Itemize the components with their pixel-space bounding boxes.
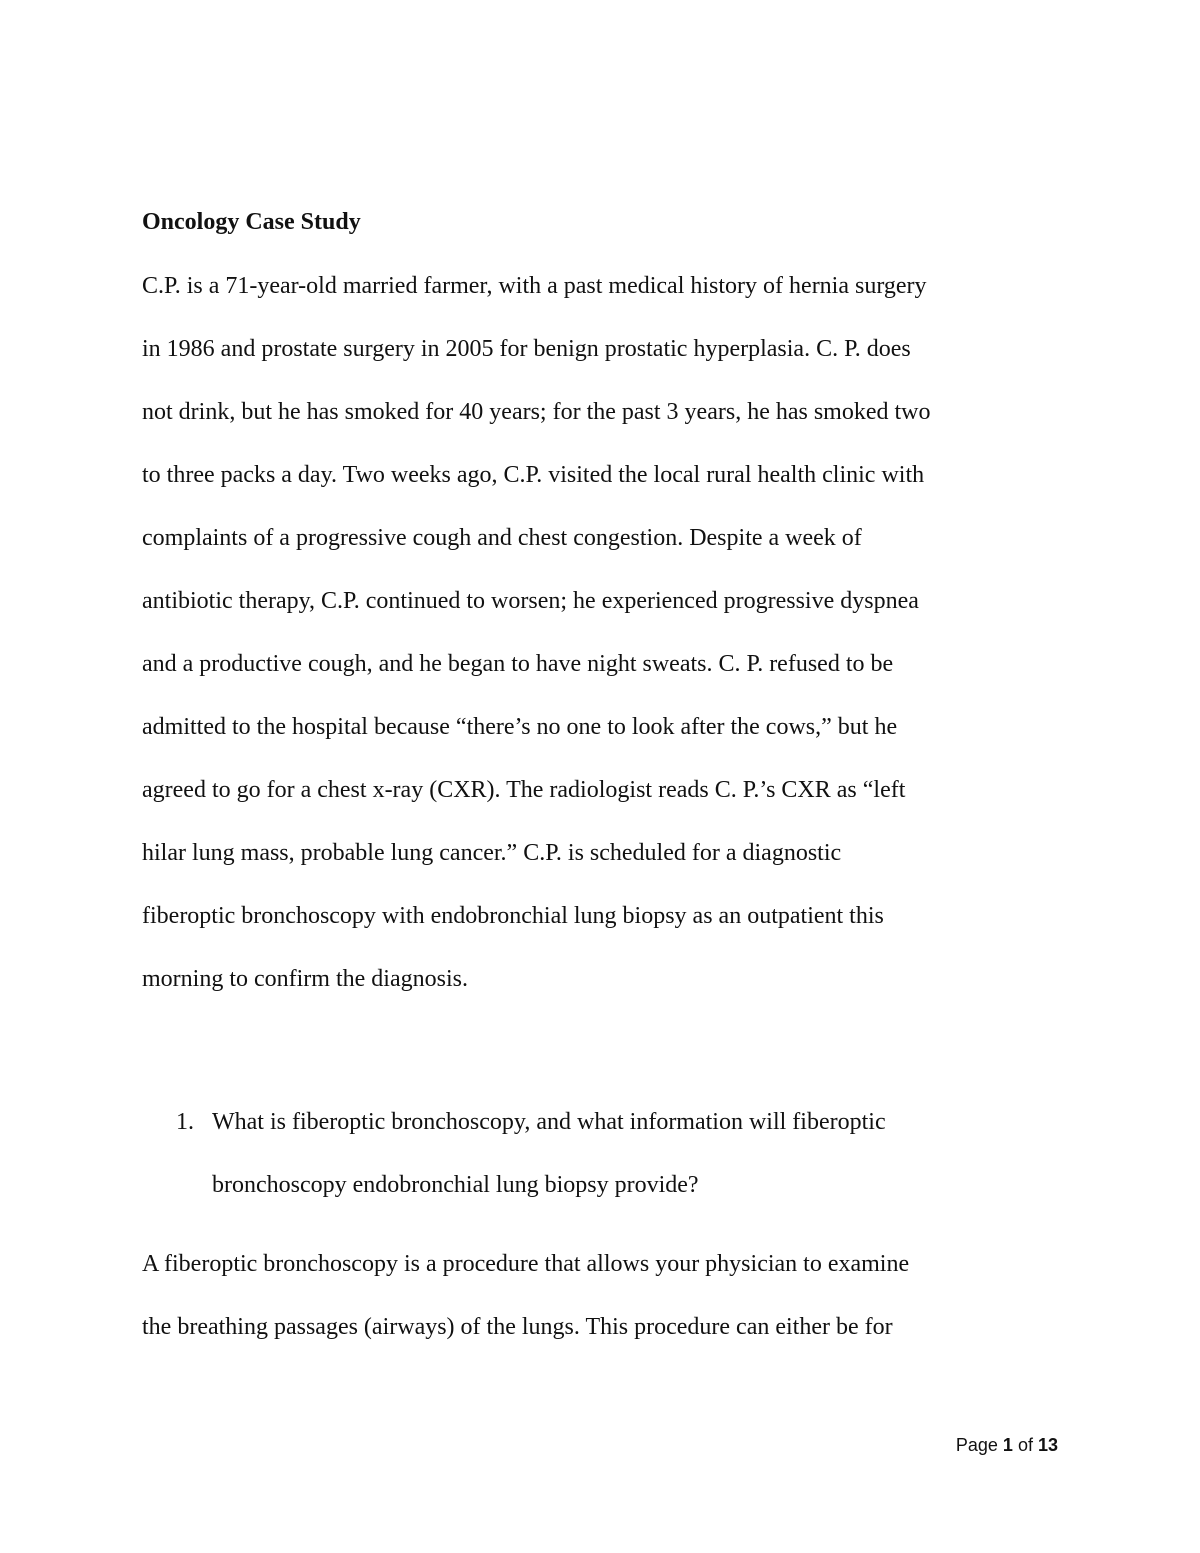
answer-line-2: the breathing passages (airways) of the lungs. This procedure can either be for xyxy=(142,1314,893,1340)
question-line-2: bronchoscopy endobronchial lung biopsy provide? xyxy=(212,1172,699,1198)
case-line-7: and a productive cough, and he began to have night sweats. C. P. refused to be xyxy=(142,651,894,677)
case-line-6: antibiotic therapy, C.P. continued to worsen; he experienced progressive dyspnea xyxy=(142,588,919,614)
case-line-10: hilar lung mass, probable lung cancer.” C.P. is scheduled for a diagnostic xyxy=(142,840,842,866)
case-line-1: C.P. is a 71-year-old married farmer, with a past medical history of hernia surgery xyxy=(142,273,927,299)
case-line-9: agreed to go for a chest x-ray (CXR). The radiologist reads C. P.’s CXR as “left xyxy=(142,777,906,803)
footer-page-number: 1 xyxy=(1002,1435,1013,1455)
question-line-1: What is fiberoptic bronchoscopy, and what information will fiberoptic xyxy=(212,1109,886,1135)
case-line-5: complaints of a progressive cough and chest congestion. Despite a week of xyxy=(142,525,862,551)
page-number-footer xyxy=(956,1433,1058,1457)
footer-page-word: Page xyxy=(955,1435,998,1455)
case-line-8: admitted to the hospital because “there’s no one to look after the cows,” but he xyxy=(142,714,898,740)
case-line-4: to three packs a day. Two weeks ago, C.P. visited the local rural health clinic with xyxy=(142,462,925,488)
case-line-2: in 1986 and prostate surgery in 2005 for benign prostatic hyperplasia. C. P. does xyxy=(142,336,911,362)
case-line-12: morning to confirm the diagnosis. xyxy=(142,966,468,992)
footer-total-pages: 13 xyxy=(1037,1435,1058,1455)
footer-of-word: of xyxy=(1017,1435,1033,1455)
case-line-11: fiberoptic bronchoscopy with endobronchial lung biopsy as an outpatient this xyxy=(142,903,884,929)
answer-line-1: A fiberoptic bronchoscopy is a procedure that allows your physician to examine xyxy=(142,1251,910,1277)
document-title: Oncology Case Study xyxy=(142,209,361,235)
case-line-3: not drink, but he has smoked for 40 years; for the past 3 years, he has smoked two xyxy=(142,399,931,425)
question-number: 1. xyxy=(176,1109,194,1135)
